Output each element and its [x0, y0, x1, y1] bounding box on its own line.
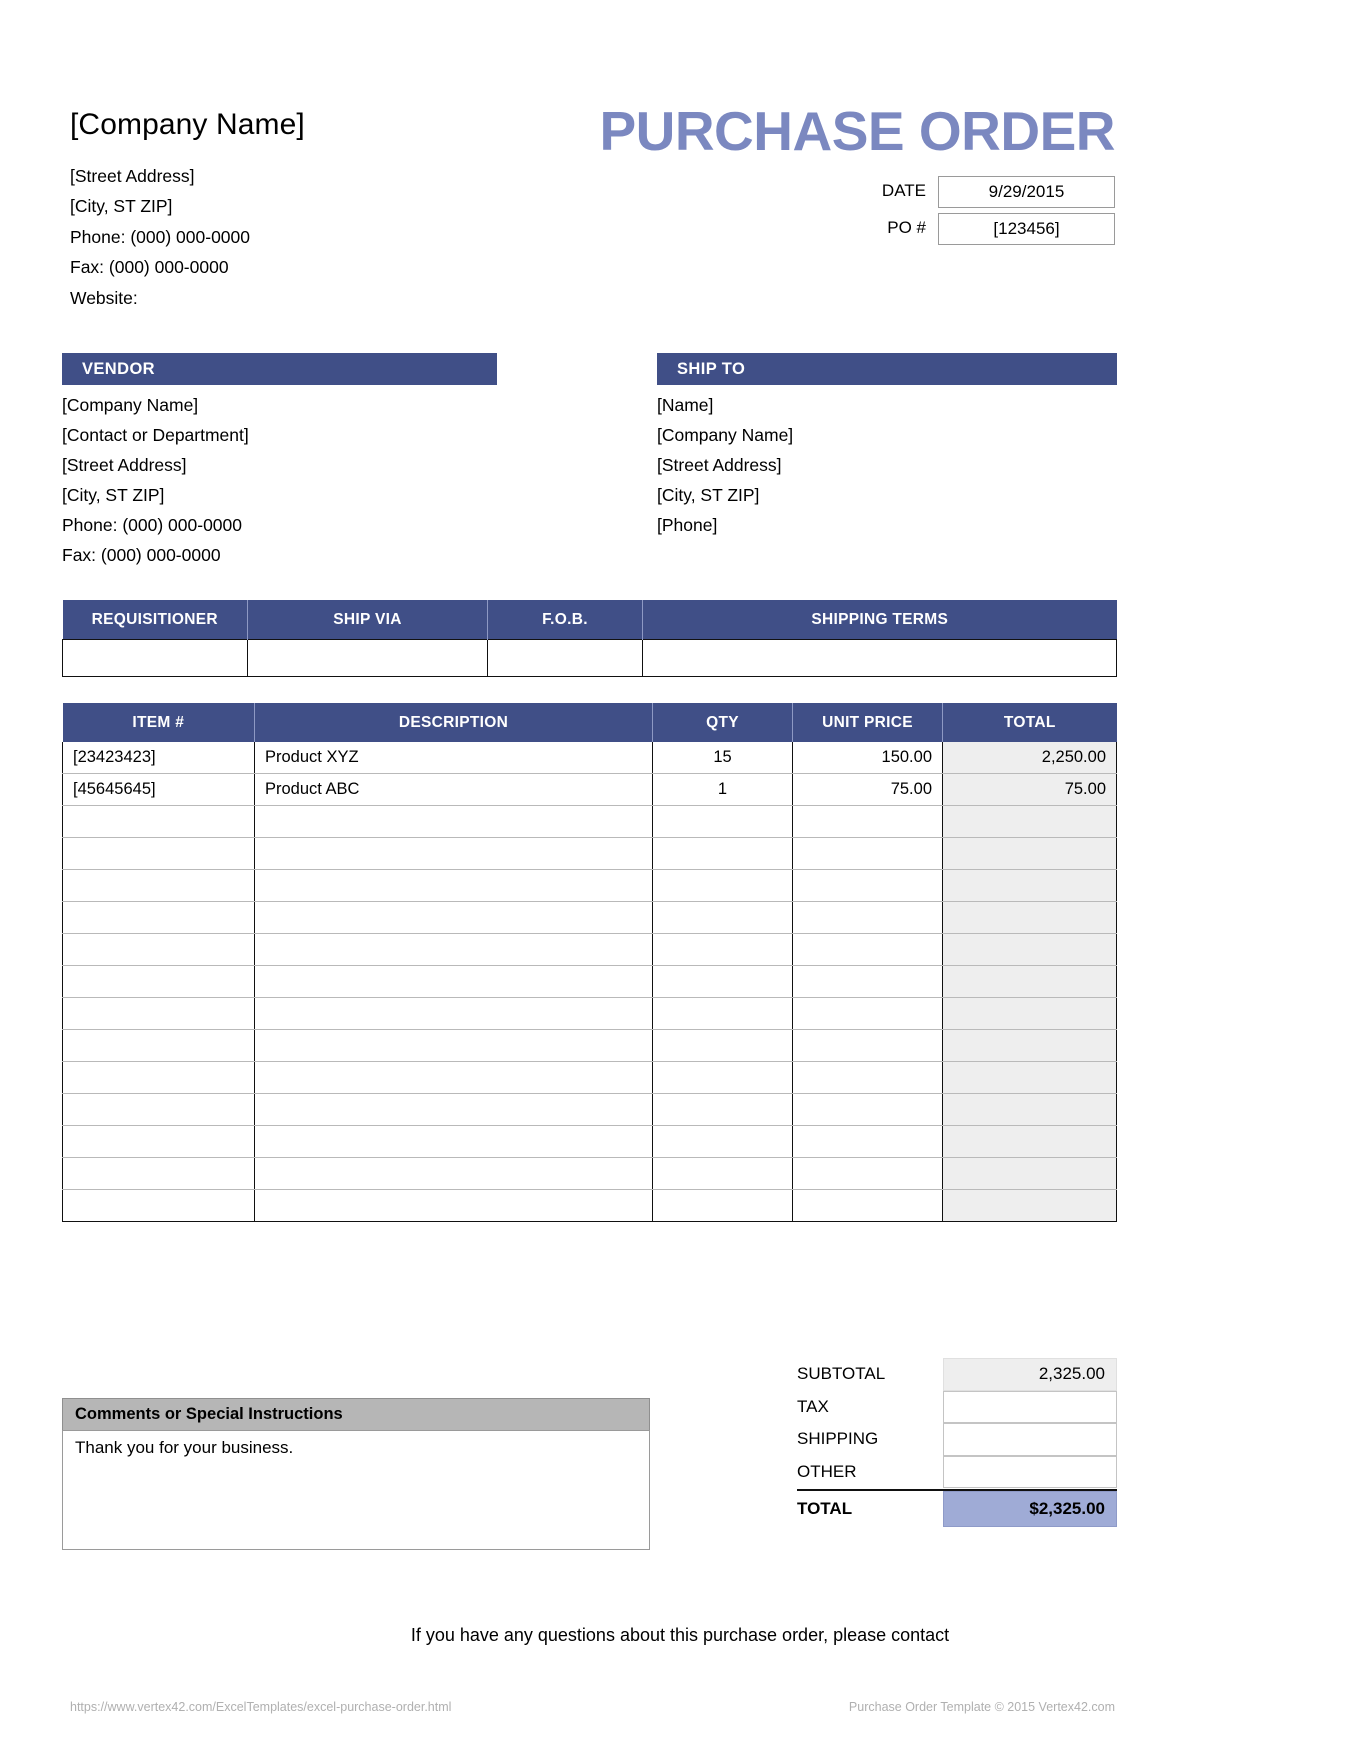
item-cell-qty[interactable] [653, 1126, 793, 1158]
item-cell-description[interactable]: Product ABC [255, 774, 653, 806]
items-header-row [63, 703, 1117, 742]
items-body [63, 742, 1117, 1222]
item-cell-qty[interactable] [653, 998, 793, 1030]
item-cell-description[interactable] [255, 1094, 653, 1126]
item-cell-description[interactable] [255, 1062, 653, 1094]
ship-to-line[interactable]: [Company Name] [657, 425, 794, 445]
tax-label: TAX [797, 1396, 829, 1416]
shipping-row [797, 1423, 1117, 1456]
table-row [63, 774, 1117, 806]
item-cell-unit-price[interactable] [793, 934, 943, 966]
item-cell-unit-price[interactable]: 150.00 [793, 742, 943, 774]
items-header-qty: QTY [653, 703, 793, 742]
subtotal-label: SUBTOTAL [797, 1364, 886, 1384]
item-cell-item[interactable] [63, 902, 255, 934]
date-field[interactable]: 9/29/2015 [938, 176, 1115, 208]
item-cell-qty[interactable] [653, 1030, 793, 1062]
terms-header-row [63, 600, 1117, 640]
vendor-line[interactable]: [Company Name] [62, 395, 199, 415]
table-row [63, 998, 1117, 1030]
terms-value-row [63, 640, 1117, 677]
table-row [63, 806, 1117, 838]
item-cell-unit-price[interactable] [793, 902, 943, 934]
item-cell-qty[interactable] [653, 1158, 793, 1190]
item-cell-unit-price[interactable] [793, 1190, 943, 1222]
item-cell-description[interactable] [255, 1158, 653, 1190]
subtotal-value: 2,325.00 [943, 1358, 1117, 1391]
table-row [63, 966, 1117, 998]
table-row [63, 1094, 1117, 1126]
items-header-unit-price: UNIT PRICE [793, 703, 943, 742]
table-row [63, 838, 1117, 870]
item-cell-total [943, 1030, 1117, 1062]
item-cell-total [943, 966, 1117, 998]
item-cell-total [943, 902, 1117, 934]
terms-header-requisitioner: REQUISITIONER [63, 600, 248, 640]
table-row [63, 934, 1117, 966]
terms-header-fob: F.O.B. [488, 600, 643, 640]
item-cell-unit-price[interactable] [793, 838, 943, 870]
company-fax: Fax: (000) 000-0000 [70, 257, 229, 278]
item-cell-unit-price[interactable] [793, 1158, 943, 1190]
item-cell-unit-price[interactable] [793, 806, 943, 838]
table-row [63, 1190, 1117, 1222]
table-row [63, 1030, 1117, 1062]
footer-credit: Purchase Order Template © 2015 Vertex42.com [848, 1700, 1115, 1714]
page-title: PURCHASE ORDER [599, 100, 1115, 162]
item-cell-qty[interactable] [653, 966, 793, 998]
subtotal-row [797, 1358, 1117, 1391]
item-cell-description[interactable] [255, 806, 653, 838]
item-cell-item[interactable] [63, 838, 255, 870]
item-cell-total [943, 838, 1117, 870]
po-number-field[interactable]: [123456] [938, 213, 1115, 245]
order-meta-block [855, 176, 1115, 250]
item-cell-qty[interactable] [653, 870, 793, 902]
item-cell-total [943, 1190, 1117, 1222]
totals-block [797, 1358, 1117, 1527]
other-field[interactable] [943, 1456, 1117, 1489]
item-cell-description[interactable] [255, 838, 653, 870]
item-cell-qty[interactable] [653, 838, 793, 870]
item-cell-total [943, 1158, 1117, 1190]
comments-box [62, 1398, 650, 1550]
footer [70, 1700, 1115, 1714]
fob-field[interactable] [488, 640, 643, 677]
item-cell-unit-price[interactable] [793, 998, 943, 1030]
po-number-label: PO # [887, 218, 926, 237]
item-cell-unit-price[interactable]: 75.00 [793, 774, 943, 806]
item-cell-item[interactable] [63, 1158, 255, 1190]
item-cell-description[interactable] [255, 1030, 653, 1062]
company-website: Website: [70, 287, 138, 308]
vendor-line[interactable]: [Contact or Department] [62, 425, 249, 445]
other-row [797, 1456, 1117, 1489]
item-cell-qty[interactable] [653, 934, 793, 966]
company-name: [Company Name] [70, 108, 305, 141]
ship-to-heading: SHIP TO [657, 353, 1117, 385]
contact-note: If you have any questions about this purchase order, please contact [410, 1625, 950, 1645]
item-cell-item[interactable] [63, 1126, 255, 1158]
footer-url[interactable]: https://www.vertex42.com/ExcelTemplates/excel-purchase-order.html [70, 1700, 452, 1714]
item-cell-total [943, 806, 1117, 838]
ship-via-field[interactable] [248, 640, 488, 677]
item-cell-qty[interactable] [653, 902, 793, 934]
item-cell-total [943, 870, 1117, 902]
po-number-row [855, 213, 1115, 245]
date-row [855, 176, 1115, 208]
grand-total-label: TOTAL [797, 1499, 853, 1518]
item-cell-total [943, 934, 1117, 966]
table-row [63, 1126, 1117, 1158]
table-row [63, 742, 1117, 774]
ship-to-line[interactable]: [City, ST ZIP] [657, 485, 760, 505]
items-header-item: ITEM # [63, 703, 255, 742]
item-cell-item[interactable] [63, 998, 255, 1030]
ship-to-line[interactable]: [Phone] [657, 515, 718, 535]
date-label: DATE [881, 181, 926, 200]
terms-header-shipping-terms: SHIPPING TERMS [643, 600, 1117, 640]
tax-field[interactable] [943, 1391, 1117, 1424]
items-header-total: TOTAL [943, 703, 1117, 742]
item-cell-qty[interactable] [653, 806, 793, 838]
item-cell-unit-price[interactable] [793, 1094, 943, 1126]
item-cell-item[interactable]: [23423423] [63, 742, 255, 774]
company-phone: Phone: (000) 000-0000 [70, 226, 250, 247]
grand-total-value: $2,325.00 [943, 1491, 1117, 1527]
item-cell-unit-price[interactable] [793, 1030, 943, 1062]
item-cell-item[interactable] [63, 1062, 255, 1094]
item-cell-description[interactable] [255, 998, 653, 1030]
item-cell-unit-price[interactable] [793, 966, 943, 998]
item-cell-total [943, 1094, 1117, 1126]
shipping-label: SHIPPING [797, 1429, 879, 1449]
vendor-line[interactable]: Phone: (000) 000-0000 [62, 515, 242, 535]
item-cell-item[interactable] [63, 870, 255, 902]
item-cell-qty[interactable] [653, 1062, 793, 1094]
item-cell-item[interactable] [63, 806, 255, 838]
item-cell-description[interactable] [255, 1190, 653, 1222]
item-cell-qty[interactable]: 15 [653, 742, 793, 774]
item-cell-description[interactable] [255, 902, 653, 934]
item-cell-item[interactable]: [45645645] [63, 774, 255, 806]
tax-row [797, 1391, 1117, 1424]
company-address-line: [Street Address] [70, 166, 195, 186]
item-cell-item[interactable] [63, 1094, 255, 1126]
table-row [63, 902, 1117, 934]
vendor-line[interactable]: [City, ST ZIP] [62, 485, 165, 505]
requisitioner-field[interactable] [63, 640, 248, 677]
item-cell-total [943, 1062, 1117, 1094]
table-row [63, 870, 1117, 902]
ship-to-line[interactable]: [Name] [657, 395, 714, 415]
vendor-line[interactable]: [Street Address] [62, 455, 187, 475]
item-cell-description[interactable] [255, 934, 653, 966]
item-cell-description[interactable]: Product XYZ [255, 742, 653, 774]
vendor-heading: VENDOR [62, 353, 497, 385]
item-cell-item[interactable] [63, 1190, 255, 1222]
vendor-line[interactable]: Fax: (000) 000-0000 [62, 545, 221, 565]
document-header [70, 100, 1115, 313]
comments-text[interactable]: Thank you for your business. [62, 1430, 650, 1550]
item-cell-total [943, 998, 1117, 1030]
shipping-terms-field[interactable] [643, 640, 1117, 677]
shipping-terms-table [62, 600, 1117, 677]
item-cell-unit-price[interactable] [793, 1062, 943, 1094]
item-cell-item[interactable] [63, 934, 255, 966]
vendor-block [62, 353, 497, 570]
company-address-line: [City, ST ZIP] [70, 196, 173, 217]
table-row [63, 1062, 1117, 1094]
table-row [63, 1158, 1117, 1190]
item-cell-total [943, 1126, 1117, 1158]
items-header-description: DESCRIPTION [255, 703, 653, 742]
item-cell-item[interactable] [63, 966, 255, 998]
comments-heading: Comments or Special Instructions [62, 1398, 650, 1430]
item-cell-qty[interactable]: 1 [653, 774, 793, 806]
grand-total-row [797, 1489, 1117, 1527]
ship-to-line[interactable]: [Street Address] [657, 455, 782, 475]
item-cell-qty[interactable] [653, 1190, 793, 1222]
ship-to-address-block [657, 385, 1117, 540]
item-cell-unit-price[interactable] [793, 1126, 943, 1158]
item-cell-description[interactable] [255, 1126, 653, 1158]
item-cell-qty[interactable] [653, 1094, 793, 1126]
item-cell-unit-price[interactable] [793, 870, 943, 902]
terms-header-ship-via: SHIP VIA [248, 600, 488, 640]
item-cell-item[interactable] [63, 1030, 255, 1062]
shipping-field[interactable] [943, 1423, 1117, 1456]
item-cell-description[interactable] [255, 966, 653, 998]
item-cell-total: 75.00 [943, 774, 1117, 806]
ship-to-block [657, 353, 1117, 540]
other-label: OTHER [797, 1461, 857, 1481]
vendor-address-block [62, 385, 497, 570]
line-items-table [62, 703, 1117, 1222]
item-cell-total: 2,250.00 [943, 742, 1117, 774]
item-cell-description[interactable] [255, 870, 653, 902]
